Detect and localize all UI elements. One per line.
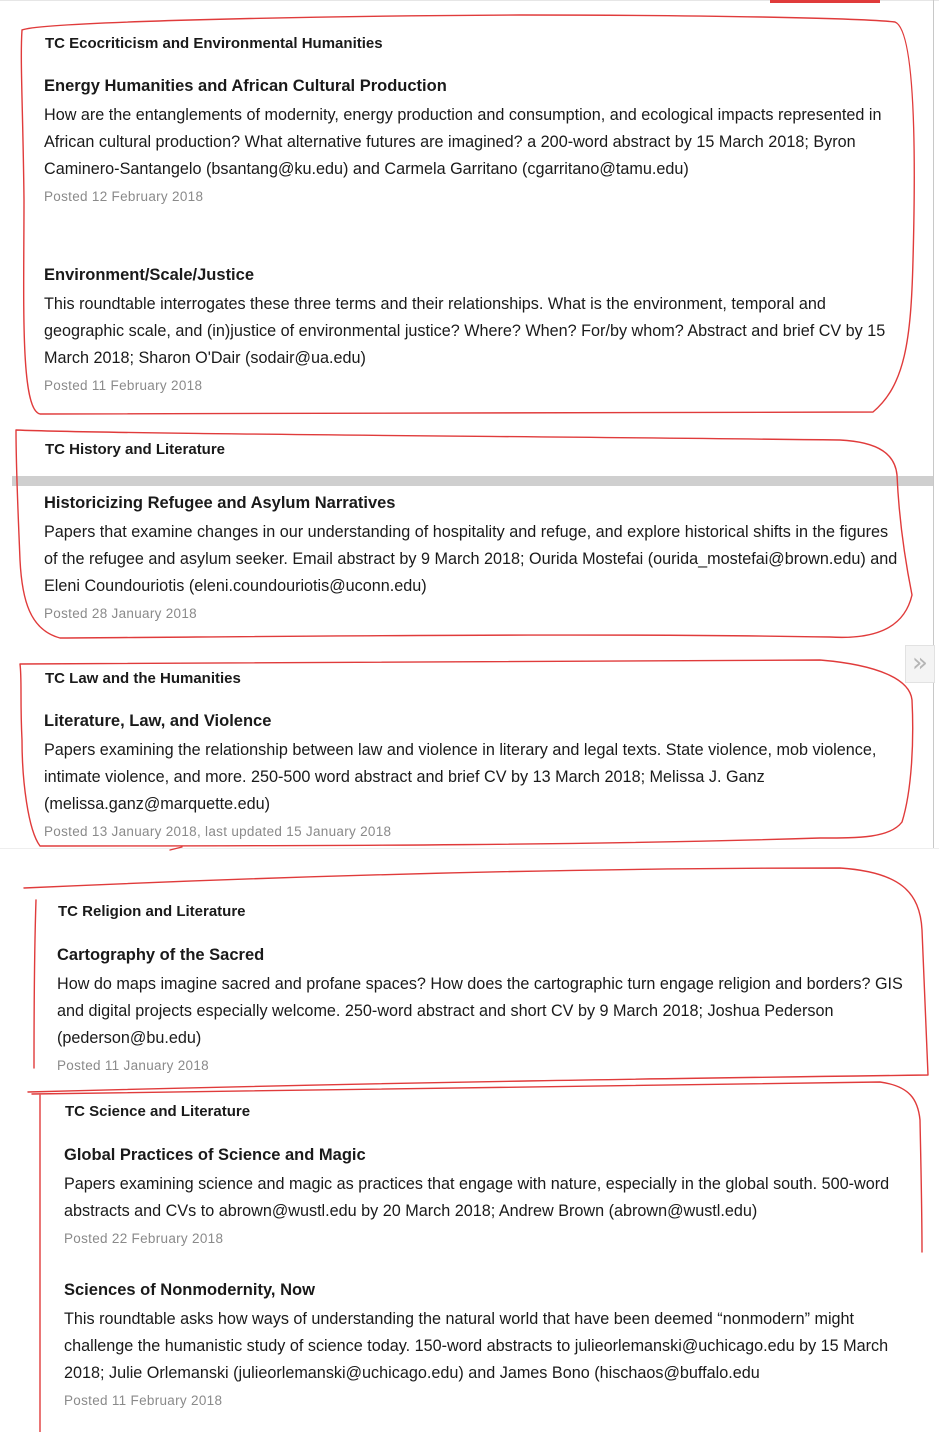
section-title-law: TC Law and the Humanities <box>45 670 241 687</box>
scrollbar-edge <box>933 0 934 848</box>
entry-sciences-nonmodernity <box>64 1280 926 1411</box>
entry-posted-date: Posted 28 January 2018 <box>44 606 197 621</box>
entry-science-magic <box>64 1145 926 1249</box>
entry-title[interactable]: Cartography of the Sacred <box>57 946 265 964</box>
sticky-header-band <box>12 476 933 486</box>
entry-environment-scale-justice <box>44 265 904 396</box>
entry-energy-humanities <box>44 76 904 207</box>
entry-title[interactable]: Sciences of Nonmodernity, Now <box>64 1281 315 1299</box>
entry-body: Papers examining the relationship between law and violence in literary and legal texts. State violence, mob violence, intimate violence, and more. 250-500 word abstract and brief CV by 13 March 2018; Melissa J. Ganz (melissa.ganz@marquette.edu) <box>44 741 877 813</box>
entry-title[interactable]: Global Practices of Science and Magic <box>64 1146 366 1164</box>
entry-body: Papers examining science and magic as practices that engage with nature, especially in the global south. 500-word abstracts and CVs to abrown@wustl.edu by 20 March 2018; Andrew Brown (abrown@wustl.edu) <box>64 1175 890 1220</box>
entry-title[interactable]: Historicizing Refugee and Asylum Narratives <box>44 494 396 512</box>
entry-posted-date: Posted 22 February 2018 <box>64 1231 224 1246</box>
entry-posted-date: Posted 12 February 2018 <box>44 189 204 204</box>
entry-title[interactable]: Energy Humanities and African Cultural Production <box>44 77 447 95</box>
entry-title[interactable]: Environment/Scale/Justice <box>44 266 254 284</box>
chevron-double-right-icon[interactable]: » <box>905 645 935 683</box>
entry-body: This roundtable asks how ways of understanding the natural world that have been deemed “nonmodern” might challenge the humanistic study of science today. 150-word abstracts to julieorlemanski@uchicago.edu by 15 March 2018; Julie Orlemanski (julieorlemanski@uchicago.edu) and James Bono (hischaos@buffalo.edu <box>64 1310 889 1382</box>
entry-literature-law-violence <box>44 711 906 842</box>
entry-posted-date: Posted 11 February 2018 <box>44 378 203 393</box>
entry-title[interactable]: Literature, Law, and Violence <box>44 712 272 730</box>
section-title-science: TC Science and Literature <box>65 1103 251 1120</box>
entry-body: How do maps imagine sacred and profane spaces? How does the cartographic turn engage religion and borders? GIS and digital projects especially welcome. 250-word abstract and short CV by 9 March 2018; Joshua Pederson (pederson@bu.edu) <box>57 975 903 1047</box>
entry-body: Papers that examine changes in our understanding of hospitality and refuge, and explore historical shifts in the figures of the refugee and asylum seeker. Email abstract by 9 March 2018; Ourida Mostefai (ourida_mostefai@brown.edu) and Eleni Coundouriotis (eleni.coundouriotis@uconn.edu) <box>44 523 898 595</box>
entry-posted-date: Posted 11 February 2018 <box>64 1393 223 1408</box>
screenshot-seam <box>0 848 939 849</box>
entry-posted-date: Posted 11 January 2018 <box>57 1058 209 1073</box>
entry-posted-date: Posted 13 January 2018, last updated 15 January 2018 <box>44 824 392 839</box>
section-title-ecocriticism: TC Ecocriticism and Environmental Humanities <box>45 35 383 52</box>
entry-body: This roundtable interrogates these three terms and their relationships. What is the environment, temporal and geographic scale, and (in)justice of environmental justice? Where? When? For/by whom? Abstract and brief CV by 15 March 2018; Sharon O'Dair (sodair@ua.edu) <box>44 295 886 367</box>
section-title-religion: TC Religion and Literature <box>58 903 246 920</box>
entry-refugee-asylum <box>44 493 906 624</box>
section-title-history: TC History and Literature <box>45 441 226 458</box>
entry-body: How are the entanglements of modernity, energy production and consumption, and ecological impacts represented in African cultural production? What alternative futures are imagined? a 200-word abstract by 15 March 2018; Byron Caminero-Santangelo (bsantang@ku.edu) and Carmela Garritano (cgarritano@tamu.edu) <box>44 106 882 178</box>
top-accent-bar <box>770 0 880 3</box>
entry-cartography-sacred <box>57 945 907 1076</box>
